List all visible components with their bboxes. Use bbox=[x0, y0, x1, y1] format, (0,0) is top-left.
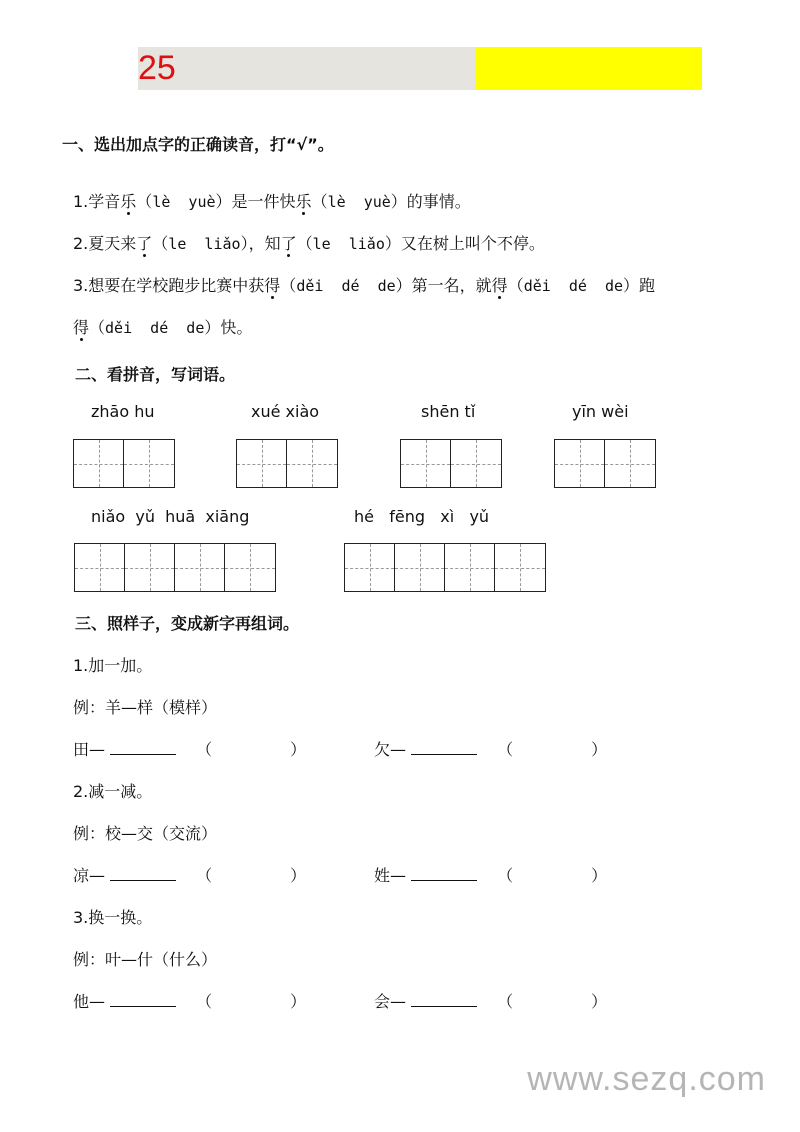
pinyin-label: zhāo hu bbox=[91, 402, 155, 421]
pinyin-label: yīn wèi bbox=[572, 402, 629, 421]
dotted-char: 得 bbox=[73, 315, 89, 338]
grid-cell[interactable] bbox=[345, 544, 395, 591]
grid-cell[interactable] bbox=[445, 544, 495, 591]
section1-title: 一、选出加点字的正确读音，打“√”。 bbox=[62, 135, 334, 154]
answer-blank[interactable] bbox=[411, 992, 477, 1007]
grid-cell[interactable] bbox=[555, 440, 605, 487]
section2-title: 二、看拼音，写词语。 bbox=[75, 365, 236, 384]
dotted-char: 乐 bbox=[120, 189, 136, 212]
lesson-number: 25 bbox=[138, 49, 176, 87]
pinyin-label: xué xiào bbox=[251, 402, 320, 421]
writing-grid[interactable] bbox=[73, 439, 175, 488]
grid-cell[interactable] bbox=[125, 544, 175, 591]
writing-grid[interactable] bbox=[400, 439, 502, 488]
question-1: 1.学音乐（lè yuè）是一件快乐（lè yuè）的事情。 bbox=[73, 189, 471, 212]
answer-row-right: 姓— （ ） bbox=[374, 866, 608, 885]
example-line: 例：校—交（交流） bbox=[73, 824, 218, 843]
dotted-char: 了 bbox=[136, 231, 152, 254]
answer-row-left: 他— （ ） bbox=[73, 992, 307, 1011]
pinyin-label: shēn tǐ bbox=[421, 402, 476, 421]
grid-cell[interactable] bbox=[605, 440, 655, 487]
grid-cell[interactable] bbox=[75, 544, 125, 591]
question-3-continued: 得（děi dé de）快。 bbox=[73, 315, 252, 338]
grid-cell[interactable] bbox=[124, 440, 174, 487]
writing-grid[interactable] bbox=[554, 439, 656, 488]
example-line: 例：叶—什（什么） bbox=[73, 950, 218, 969]
part-heading: 1.加一加。 bbox=[73, 656, 153, 675]
section3-title: 三、照样子，变成新字再组词。 bbox=[75, 614, 300, 633]
answer-blank[interactable] bbox=[411, 740, 477, 755]
question-3: 3.想要在学校跑步比赛中获得（děi dé de）第一名，就得（děi dé de）跑 bbox=[73, 273, 655, 296]
writing-grid[interactable] bbox=[344, 543, 546, 592]
grid-cell[interactable] bbox=[225, 544, 275, 591]
grid-cell[interactable] bbox=[401, 440, 451, 487]
grid-cell[interactable] bbox=[395, 544, 445, 591]
answer-blank[interactable] bbox=[110, 866, 176, 881]
writing-grid[interactable] bbox=[236, 439, 338, 488]
header-highlight bbox=[476, 47, 702, 90]
answer-row-right: 欠— （ ） bbox=[374, 740, 608, 759]
dotted-char: 了 bbox=[281, 231, 297, 254]
dotted-char: 乐 bbox=[296, 189, 312, 212]
grid-cell[interactable] bbox=[495, 544, 545, 591]
answer-row-left: 凉— （ ） bbox=[73, 866, 307, 885]
grid-cell[interactable] bbox=[287, 440, 337, 487]
question-2: 2.夏天来了（le liǎo），知了（le liǎo）又在树上叫个不停。 bbox=[73, 231, 545, 254]
writing-grid[interactable] bbox=[74, 543, 276, 592]
grid-cell[interactable] bbox=[237, 440, 287, 487]
answer-blank[interactable] bbox=[411, 866, 477, 881]
part-heading: 3.换一换。 bbox=[73, 908, 153, 927]
answer-row-right: 会— （ ） bbox=[374, 992, 608, 1011]
dotted-char: 得 bbox=[264, 273, 280, 296]
watermark: www.sezq.com bbox=[527, 1060, 766, 1098]
dotted-char: 得 bbox=[492, 273, 508, 296]
pinyin-label: niǎo yǔ huā xiāng bbox=[91, 507, 250, 526]
grid-cell[interactable] bbox=[175, 544, 225, 591]
answer-blank[interactable] bbox=[110, 740, 176, 755]
answer-row-left: 田— （ ） bbox=[73, 740, 307, 759]
grid-cell[interactable] bbox=[451, 440, 501, 487]
pinyin-label: hé fēng xì yǔ bbox=[354, 507, 490, 526]
example-line: 例：羊—样（模样） bbox=[73, 698, 218, 717]
grid-cell[interactable] bbox=[74, 440, 124, 487]
part-heading: 2.减一减。 bbox=[73, 782, 153, 801]
answer-blank[interactable] bbox=[110, 992, 176, 1007]
